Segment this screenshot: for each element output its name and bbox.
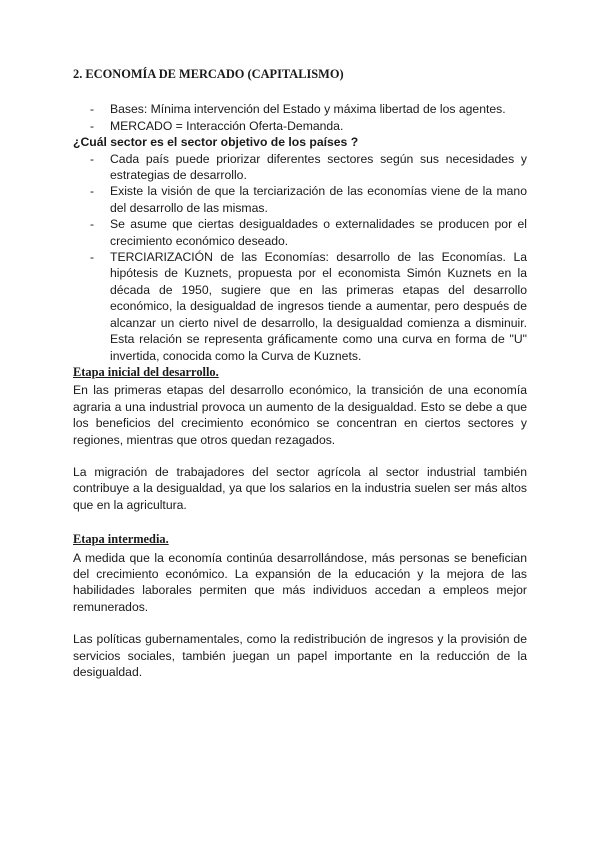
initial-stage-paragraph-1: En las primeras etapas del desarrollo económico, la transición de una economía agraria a una industrial provoca un aumento de la desigualdad. Esto se debe a que los beneficios del crecimiento económico se concentran en ciertos sectores y regiones, mientras que otros quedan rezagados. (73, 383, 527, 447)
list-item-text: Existe la visión de que la terciarización de las economías viene de la mano del desarrollo de las mismas. (110, 184, 527, 215)
intermediate-stage-paragraph-2: Las políticas gubernamentales, como la redistribución de ingresos y la provisión de servicios sociales, también juegan un papel importante en la reducción de la desigualdad. (73, 632, 527, 679)
bases-list (73, 101, 527, 134)
dash-bullet-icon: - (90, 217, 95, 232)
list-item (73, 101, 527, 117)
list-item (73, 183, 527, 216)
list-item-text: Cada país puede priorizar diferentes sectores según sus necesidades y estrategias de desarrollo. (110, 151, 527, 183)
list-item (73, 151, 527, 184)
list-item (73, 216, 527, 249)
list-item-text: TERCIARIZACIÓN de las Economías: desarrollo de las Economías. La hipótesis de Kuznets, propuesta por el economista Simón Kuznets en la década de 1950, sugiere que en las primeras etapas del desarrollo económico, la desigualdad de ingresos tiende a aumentar, pero después de alcanzar un cierto nivel de desarrollo, la desigualdad comienza a disminuir. Esta relación se representa gráficamente como una curva en forma de "U" invertida, conocida como la Curva de Kuznets. (110, 250, 527, 363)
dash-bullet-icon: - (90, 151, 95, 166)
initial-stage-title: Etapa inicial del desarrollo. (73, 364, 219, 379)
dash-bullet-icon: - (90, 184, 95, 199)
dash-bullet-icon: - (90, 250, 95, 265)
list-item (73, 249, 527, 364)
list-item-text: Bases: Mínima intervención del Estado y máxima libertad de los agentes. (110, 102, 506, 117)
sector-list (73, 151, 527, 364)
initial-stage-paragraph-2: La migración de trabajadores del sector agrícola al sector industrial también contribuye a la desigualdad, ya que los salarios en la industria suelen ser más altos que en la agricultura. (73, 464, 527, 512)
dash-bullet-icon: - (90, 102, 95, 117)
dash-bullet-icon: - (90, 118, 95, 133)
intermediate-stage-title: Etapa intermedia. (73, 532, 169, 547)
section-title: 2. ECONOMÍA DE MERCADO (CAPITALISMO) (73, 67, 344, 81)
list-item-text: MERCADO = Interacción Oferta-Demanda. (110, 118, 344, 133)
intermediate-stage-paragraph-1: A medida que la economía continúa desarrollándose, más personas se benefician del crecimiento económico. La expansión de la educación y la mejora de las habilidades laborales permiten que más individuos accedan a empleos mejor remunerados. (73, 550, 527, 614)
document-page (73, 66, 527, 680)
question-heading: ¿Cuál sector es el sector objetivo de los países ? (73, 135, 359, 150)
list-item-text: Se asume que ciertas desigualdades o externalidades se producen por el crecimiento económico deseado. (110, 217, 527, 248)
list-item (73, 118, 527, 134)
